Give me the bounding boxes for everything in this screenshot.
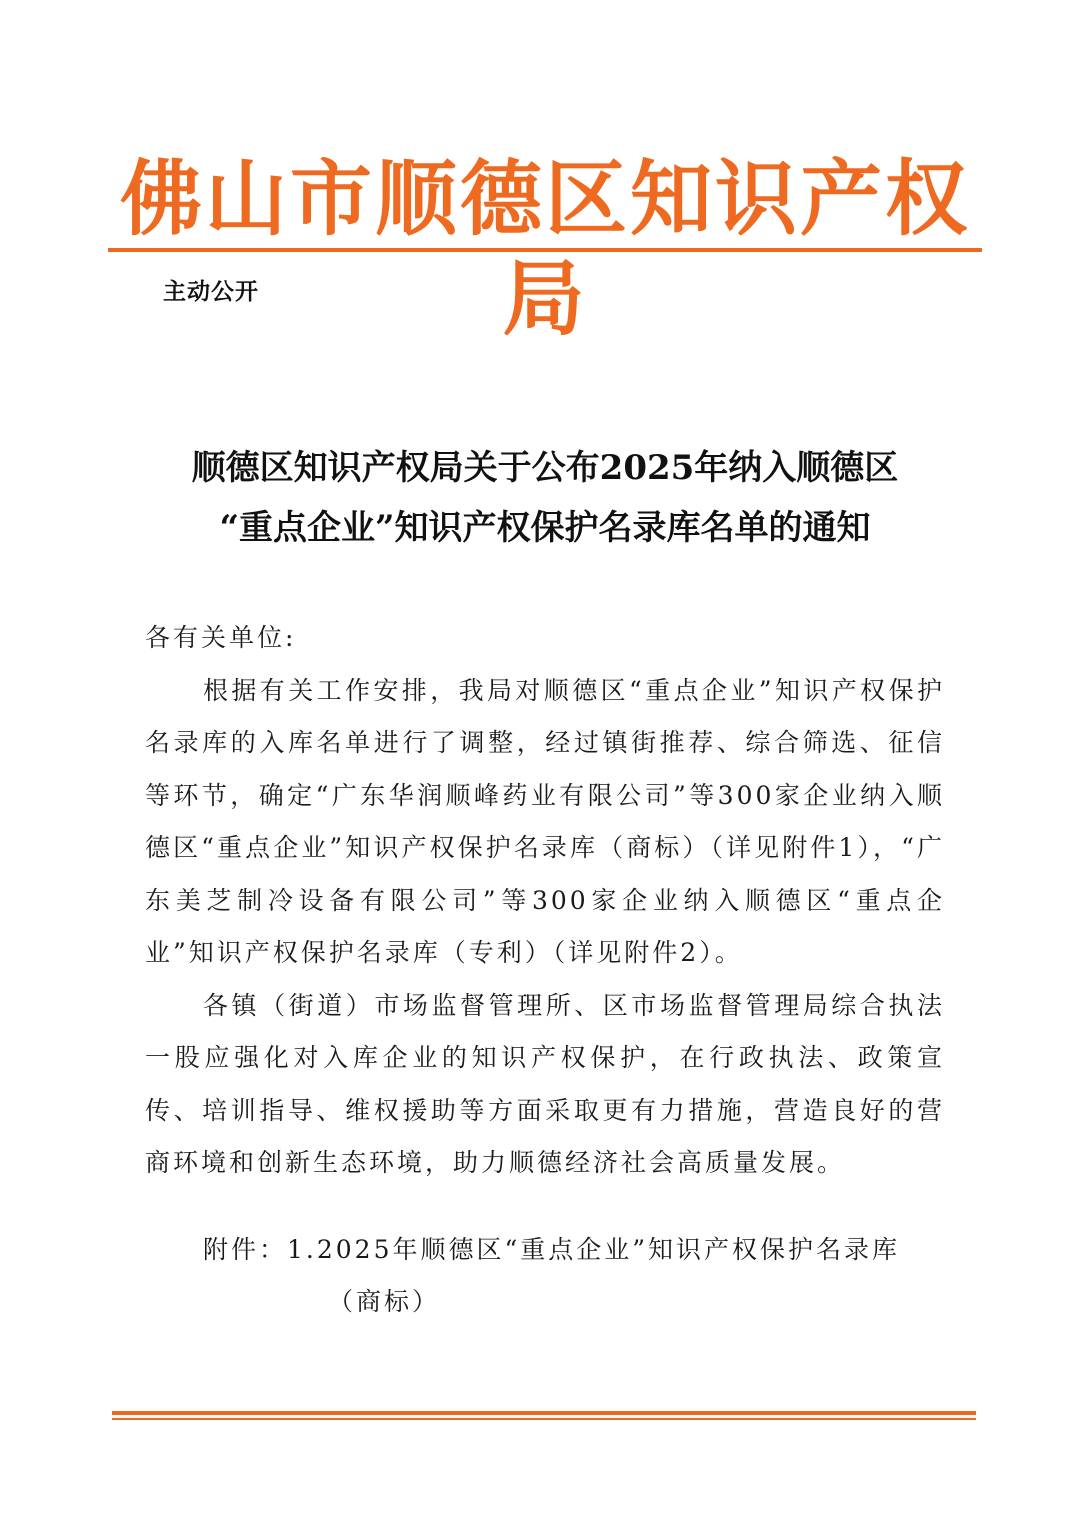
masthead-divider — [108, 248, 982, 252]
title-line-2: “重点企业”知识产权保护名录库名单的通知 — [219, 508, 871, 548]
body-paragraph-2: 各镇（街道）市场监督管理所、区市场监督管理局综合执法一股应强化对入库企业的知识产权保护，在行政执法、政策宣传、培训指导、维权援助等方面采取更有力措施，营造良好的营商环境和创新生态环境，助力顺德经济社会高质量发展。 — [145, 990, 945, 1177]
body-paragraph-1: 根据有关工作安排，我局对顺德区“重点企业”知识产权保护名录库的入库名单进行了调整，经过镇街推荐、综合筛选、征信等环节，确定“广东华润顺峰药业有限公司”等300家企业纳入顺德区“重点企业”知识产权保护名录库（商标）（详见附件1），“广东美芝制冷设备有限公司”等300家企业纳入顺德区“重点企业”知识产权保护名录库（专利）（详见附件2）。 — [145, 675, 945, 967]
salutation: 各有关单位: — [145, 623, 297, 652]
title-line-1: 顺德区知识产权局关于公布2025年纳入顺德区 — [191, 448, 899, 488]
document-body — [145, 612, 945, 1190]
attachment-line-1: 附件：1.2025年顺德区“重点企业”知识产权保护名录库 — [203, 1235, 901, 1264]
footer-divider-thin — [112, 1418, 976, 1420]
publicity-label: 主动公开 — [163, 279, 259, 305]
document-title — [140, 438, 950, 558]
footer-divider-thick — [112, 1411, 976, 1415]
attachment-list — [203, 1224, 963, 1328]
attachment-line-2: （商标） — [328, 1287, 441, 1316]
agency-masthead: 佛山市顺德区知识产权局 — [119, 152, 970, 347]
